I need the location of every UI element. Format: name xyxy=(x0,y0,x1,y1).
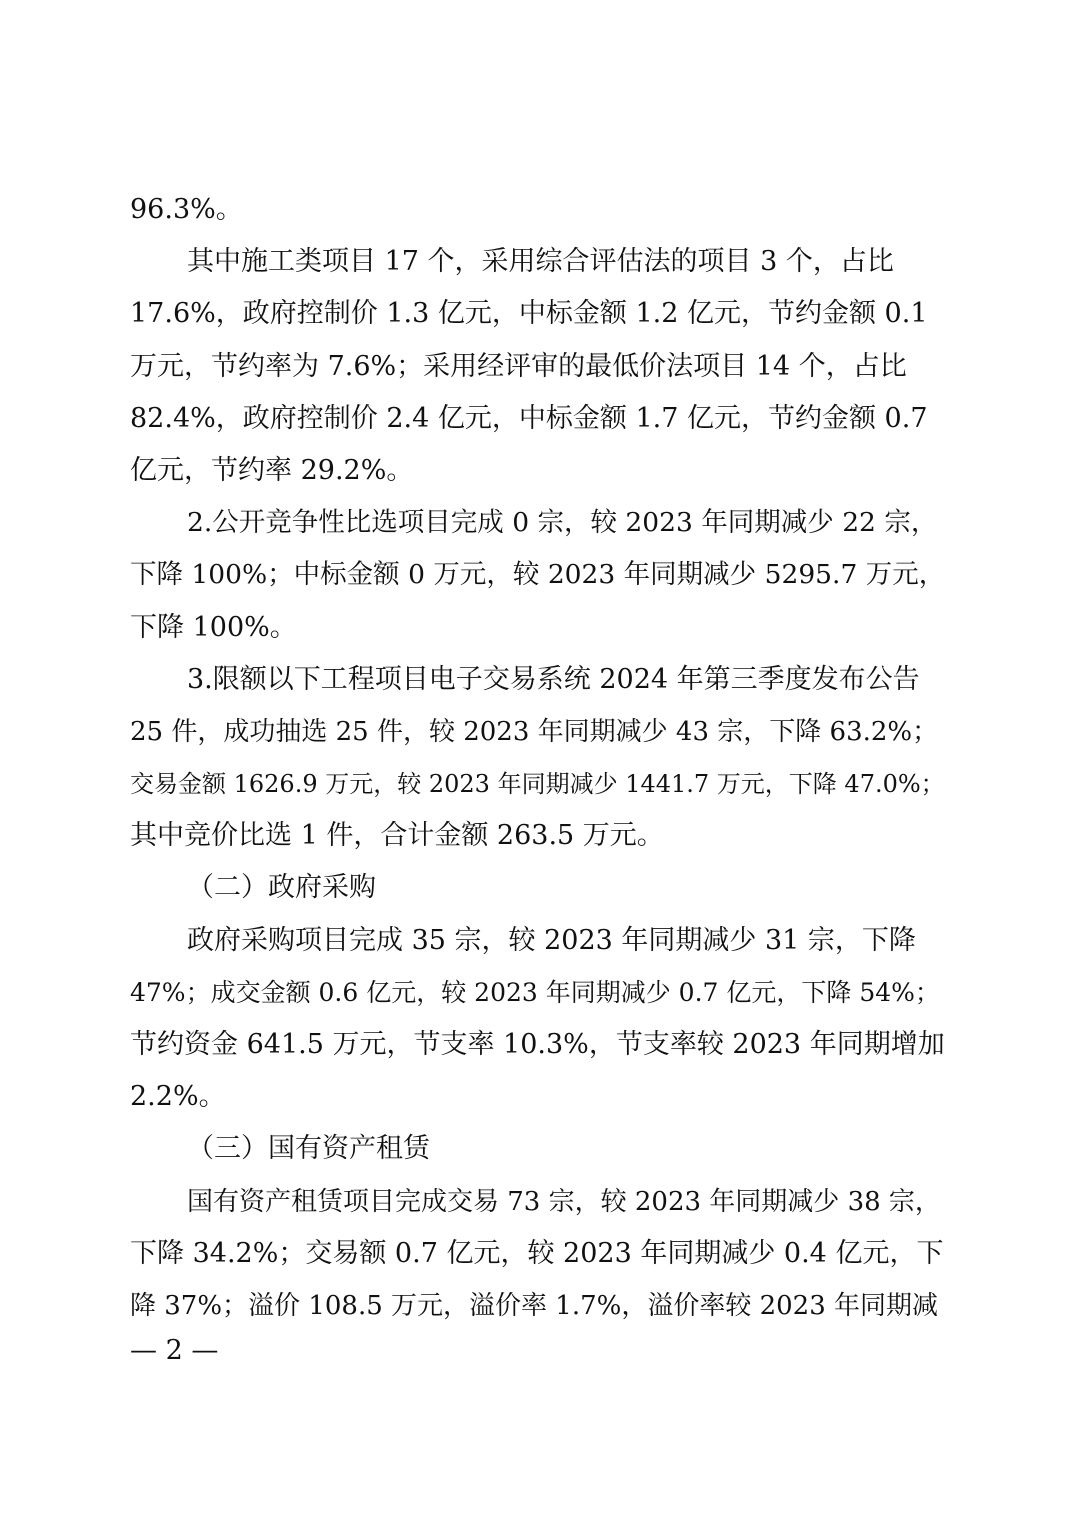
section-heading-asset-leasing: （三）国有资产租赁 xyxy=(187,1133,430,1165)
section-heading-procurement: （二）政府采购 xyxy=(187,872,376,904)
text-line: 亿元，节约率 29.2%。 xyxy=(130,454,414,486)
paragraph-start-line: 政府采购项目完成 35 宗，较 2023 年同期减少 31 宗，下降 xyxy=(187,924,916,956)
body-text xyxy=(130,184,946,1332)
text-line: 万元，节约率为 7.6%；采用经评审的最低价法项目 14 个，占比 xyxy=(130,350,907,382)
paragraph-start-line: 2.公开竞争性比选项目完成 0 宗，较 2023 年同期减少 22 宗， xyxy=(187,507,938,539)
text-line: 下降 100%。 xyxy=(130,611,297,643)
text-line: 节约资金 641.5 万元，节支率 10.3%，节支率较 2023 年同期增加 xyxy=(130,1029,945,1060)
text-line: 交易金额 1626.9 万元，较 2023 年同期减少 1441.7 万元，下降 47.0%； xyxy=(130,770,945,799)
text-line: 下降 100%；中标金额 0 万元，较 2023 年同期减少 5295.7 万元， xyxy=(130,559,946,591)
paragraph-start-line: 国有资产租赁项目完成交易 73 宗，较 2023 年同期减少 38 宗， xyxy=(187,1186,941,1217)
text-line: 其中竞价比选 1 件，合计金额 263.5 万元。 xyxy=(130,820,664,852)
text-line: 2.2%。 xyxy=(130,1081,226,1113)
paragraph-start-line: 其中施工类项目 17 个，采用综合评估法的项目 3 个，占比 xyxy=(187,246,894,278)
text-line: 47%；成交金额 0.6 亿元，较 2023 年同期减少 0.7 亿元，下降 54%； xyxy=(130,977,940,1007)
text-line: 下降 34.2%；交易额 0.7 亿元，较 2023 年同期减少 0.4 亿元，下 xyxy=(130,1237,944,1269)
text-line: 降 37%；溢价 108.5 万元，溢价率 1.7%，溢价率较 2023 年同期减 xyxy=(130,1290,939,1321)
paragraph-start-line: 3.限额以下工程项目电子交易系统 2024 年第三季度发布公告 xyxy=(187,663,920,695)
text-line: 96.3%。 xyxy=(130,194,243,225)
text-line: 82.4%，政府控制价 2.4 亿元，中标金额 1.7 亿元，节约金额 0.7 xyxy=(130,402,928,434)
text-line: 25 件，成功抽选 25 件，较 2023 年同期减少 43 宗，下降 63.2%； xyxy=(130,716,939,747)
page-number: — 2 — xyxy=(130,1335,219,1366)
text-line: 17.6%，政府控制价 1.3 亿元，中标金额 1.2 亿元，节约金额 0.1 xyxy=(130,298,928,330)
